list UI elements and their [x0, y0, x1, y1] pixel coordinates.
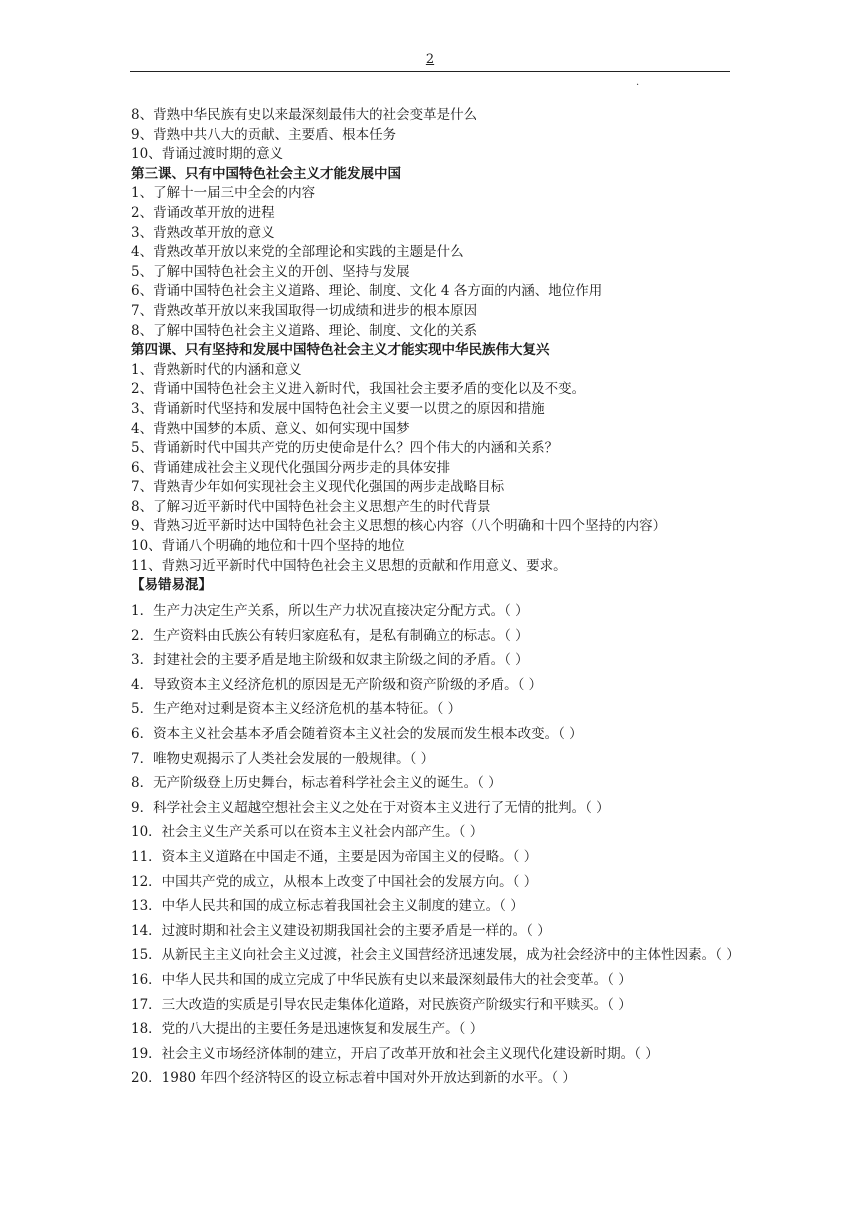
outline-line: 9、背熟习近平新时达中国特色社会主义思想的核心内容（八个明确和十四个坚持的内容）	[131, 518, 667, 535]
outline-line: 6、背诵建成社会主义现代化强国分两步走的具体安排	[131, 459, 451, 476]
outline-line: 2、背诵改革开放的进程	[131, 204, 275, 221]
outline-line: 3、背熟改革开放的意义	[131, 224, 275, 241]
outline-line: 4、背熟中国梦的本质、意义、如何实现中国梦	[131, 420, 410, 437]
question-item: 10．社会主义生产关系可以在资本主义社会内部产生。（ ）	[131, 824, 484, 841]
question-item: 2．生产资料由氏族公有转归家庭私有，是私有制确立的标志。（ ）	[131, 627, 529, 644]
outline-line: 7、背熟青少年如何实现社会主义现代化强国的两步走战略目标	[131, 479, 505, 496]
question-item: 13．中华人民共和国的成立标志着我国社会主义制度的建立。（ ）	[131, 898, 524, 915]
question-list	[131, 599, 751, 1091]
outline-line: 8、背熟中华民族有史以来最深刻最伟大的社会变革是什么	[131, 107, 478, 123]
outline-line: 11、背熟习近平新时代中国特色社会主义思想的贡献和作用意义、要求。	[131, 557, 567, 574]
section-heading-lesson-4: 第四课、只有坚持和发展中国特色社会主义才能实现中华民族伟大复兴	[131, 342, 550, 359]
question-item: 6．资本主义社会基本矛盾会随着资本主义社会的发展而发生根本改变。（ ）	[131, 725, 583, 742]
question-item: 20．1980 年四个经济特区的设立标志着中国对外开放达到新的水平。（ ）	[131, 1070, 576, 1087]
outline-line: 6、背诵中国特色社会主义道路、理论、制度、文化 4 各方面的内涵、地位作用	[131, 283, 603, 300]
outline-list	[131, 106, 751, 596]
question-item: 9．科学社会主义超越空想社会主义之处在于对资本主义进行了无情的批判。（ ）	[131, 799, 610, 816]
outline-line: 2、背诵中国特色社会主义进入新时代，我国社会主要矛盾的变化以及不变。	[131, 381, 586, 398]
question-item: 5．生产绝对过剩是资本主义经济危机的基本特征。（ ）	[131, 701, 462, 718]
outline-line: 5、背诵新时代中国共产党的历史使命是什么？四个伟大的内涵和关系？	[131, 440, 559, 457]
outline-line: 8、了解习近平新时代中国特色社会主义思想产生的时代背景	[131, 498, 491, 515]
outline-line: 1、背熟新时代的内涵和意义	[131, 361, 302, 378]
section-heading-errors: 【易错易混】	[131, 577, 212, 594]
question-item: 15．从新民主主义向社会主义过渡，社会主义国营经济迅速发展，成为社会经济中的主体性因素。（ ）	[131, 947, 740, 964]
outline-line: 10、背诵过渡时期的意义	[131, 146, 284, 163]
question-item: 18．党的八大提出的主要任务是迅速恢复和发展生产。（ ）	[131, 1021, 484, 1038]
outline-line: 1、了解十一届三中全会的内容	[131, 185, 316, 202]
outline-line: 10、背诵八个明确的地位和十四个坚持的地位	[131, 538, 405, 555]
question-item: 16．中华人民共和国的成立完成了中华民族有史以来最深刻最伟大的社会变革。（ ）	[131, 971, 632, 988]
outline-line: 3、背诵新时代坚持和发展中国特色社会主义要一以贯之的原因和措施	[131, 400, 545, 417]
question-item: 8．无产阶级登上历史舞台，标志着科学社会主义的诞生。（ ）	[131, 775, 502, 792]
outline-line: 7、背熟改革开放以来我国取得一切成绩和进步的根本原因	[131, 302, 478, 319]
question-item: 4．导致资本主义经济危机的原因是无产阶级和资产阶级的矛盾。（ ）	[131, 676, 543, 693]
question-item: 17．三大改造的实质是引导农民走集体化道路，对民族资产阶级实行和平赎买。（ ）	[131, 996, 632, 1013]
section-heading-lesson-3: 第三课、只有中国特色社会主义才能发展中国	[131, 165, 401, 182]
outline-line: 8、了解中国特色社会主义道路、理论、制度、文化的关系	[131, 322, 478, 339]
outline-line: 5、了解中国特色社会主义的开创、坚持与发展	[131, 263, 410, 280]
question-item: 12．中国共产党的成立，从根本上改变了中国社会的发展方向。（ ）	[131, 873, 538, 890]
outline-line: 9、背熟中共八大的贡献、主要盾、根本任务	[131, 126, 397, 143]
outline-line: 4、背熟改革开放以来党的全部理论和实践的主题是什么	[131, 244, 464, 261]
question-item: 1．生产力决定生产关系，所以生产力状况直接决定分配方式。（ ）	[131, 603, 529, 619]
question-item: 3．封建社会的主要矛盾是地主阶级和奴隶主阶级之间的矛盾。（ ）	[131, 652, 529, 669]
header-rule	[130, 71, 730, 72]
question-item: 14．过渡时期和社会主义建设初期我国社会的主要矛盾是一样的。（ ）	[131, 922, 551, 939]
page-number: 2	[425, 52, 435, 67]
question-item: 7．唯物史观揭示了人类社会发展的一般规律。（ ）	[131, 750, 435, 767]
question-item: 11．资本主义道路在中国走不通，主要是因为帝国主义的侵略。（ ）	[131, 848, 538, 865]
header-dot: ·	[636, 80, 640, 91]
question-item: 19．社会主义市场经济体制的建立，开启了改革开放和社会主义现代化建设新时期。（ ）	[131, 1045, 659, 1062]
